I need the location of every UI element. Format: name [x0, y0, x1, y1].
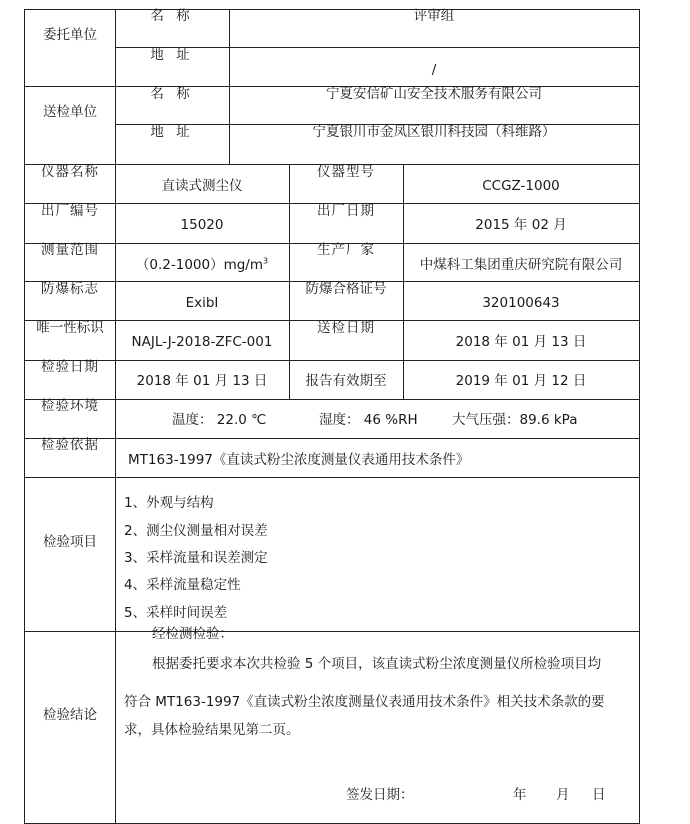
pressure-value: 大气压强：89.6 kPa [452, 412, 578, 428]
ex-cert-label: 防爆合格证号 [305, 281, 387, 297]
row-rule [24, 399, 640, 400]
valid-until-label: 报告有效期至 [305, 373, 387, 389]
range-value: $(0.2-1000)mg/m^3$ [135, 256, 269, 273]
inspection-item: 4、采样流量稳定性 [124, 577, 241, 593]
row-rule [24, 631, 640, 632]
submitter-address-value: 宁夏银川市金凤区银川科技园（科维路） [312, 124, 556, 140]
submitter-label: 送检单位 [43, 104, 97, 120]
instrument-model-value: CCGZ-1000 [482, 178, 560, 194]
column-rule [639, 9, 640, 824]
column-rule [24, 9, 25, 824]
column-rule [403, 164, 404, 399]
conclusion-heading: 经检测检验： [152, 626, 233, 642]
client-address-value: / [431, 62, 437, 78]
row-rule [24, 438, 640, 439]
manufacture-date-label: 出厂日期 [317, 203, 375, 219]
serial-label: 出厂编号 [41, 203, 99, 219]
row-rule [24, 360, 640, 361]
conclusion-line: 求，具体检验结果见第二页。 [124, 722, 300, 738]
inspect-date-label: 检验日期 [41, 359, 99, 375]
submit-date-value: 2018 年 01 月 13 日 [455, 334, 587, 350]
ex-mark-label: 防爆标志 [41, 281, 99, 297]
client-label: 委托单位 [43, 27, 97, 43]
unique-id-value: NAJL-J-2018-ZFC-001 [131, 334, 273, 350]
ex-cert-value: 320100643 [482, 295, 560, 311]
client-name-label: 名 称 [150, 8, 194, 24]
items-label: 检验项目 [43, 534, 97, 550]
client-address-label: 地 址 [150, 47, 194, 63]
manufacture-date-value: 2015 年 02 月 [475, 217, 567, 233]
issue-year-unit: 年 [513, 787, 527, 803]
range-label: 测量范围 [41, 242, 99, 258]
issue-date-label: 签发日期： [346, 787, 414, 803]
inspection-item: 3、采样流量和误差测定 [124, 550, 268, 566]
inspection-item: 5、采样时间误差 [124, 605, 228, 621]
basis-label: 检验依据 [41, 437, 99, 453]
client-name-value: 评审组 [413, 8, 455, 24]
submitter-address-label: 地 址 [150, 124, 194, 140]
column-rule [289, 164, 290, 399]
manufacturer-value: 中煤科工集团重庆研究院有限公司 [419, 257, 623, 273]
issue-month-unit: 月 [556, 787, 570, 803]
submit-date-label: 送检日期 [317, 320, 375, 336]
submitter-name-label: 名 称 [150, 86, 194, 102]
basis-value: MT163-1997《直读式粉尘浓度测量仪表通用技术条件》 [128, 452, 470, 468]
serial-value: 15020 [180, 217, 224, 233]
column-rule [115, 9, 116, 824]
manufacturer-label: 生产厂家 [317, 242, 375, 258]
inspection-item: 1、外观与结构 [124, 495, 214, 511]
row-rule [24, 9, 640, 10]
valid-until-value: 2019 年 01 月 12 日 [455, 373, 587, 389]
row-rule [115, 47, 640, 48]
inspection-item: 2、测尘仪测量相对误差 [124, 523, 268, 539]
ex-mark-value: ExibI [185, 295, 219, 311]
issue-day-unit: 日 [592, 787, 606, 803]
unique-id-label: 唯一性标识 [36, 320, 104, 336]
instrument-name-label: 仪器名称 [41, 164, 99, 180]
inspect-date-value: 2018 年 01 月 13 日 [136, 373, 268, 389]
environment-label: 检验环境 [41, 398, 99, 414]
conclusion-line: 根据委托要求本次共检验 5 个项目，该直读式粉尘浓度测量仪所检验项目均 [152, 656, 602, 672]
submitter-name-value: 宁夏安信矿山安全技术服务有限公司 [326, 86, 542, 102]
instrument-name-value: 直读式测尘仪 [161, 178, 243, 194]
column-rule [229, 9, 230, 164]
instrument-model-label: 仪器型号 [317, 164, 375, 180]
conclusion-line: 符合 MT163-1997《直读式粉尘浓度测量仪表通用技术条件》相关技术条款的要 [124, 694, 605, 710]
temperature-value: 温度： 22.0 ℃ [172, 412, 267, 428]
row-rule [24, 477, 640, 478]
humidity-value: 湿度： 46 %RH [319, 412, 418, 428]
conclusion-label: 检验结论 [43, 707, 97, 723]
